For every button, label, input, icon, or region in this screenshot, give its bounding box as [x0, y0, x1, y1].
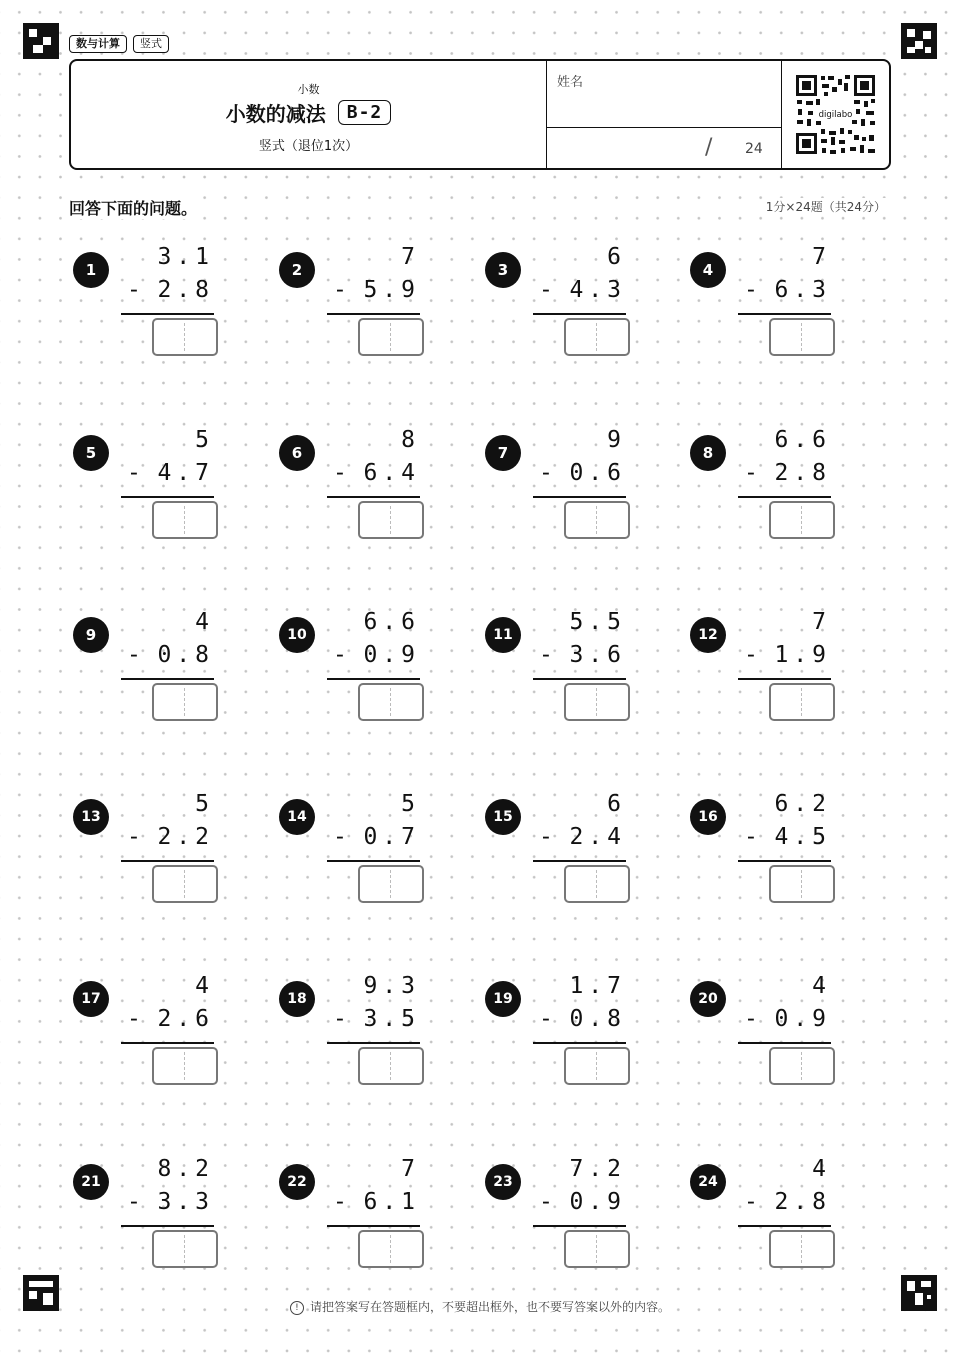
- minuend: 6: [607, 791, 626, 817]
- problem-3: [485, 244, 655, 372]
- answer-rule-line: [121, 496, 214, 498]
- minus-sign: -: [744, 277, 758, 303]
- worksheet-description: 竖式（退位1次）: [258, 139, 359, 154]
- answer-rule-line: [327, 1042, 420, 1044]
- subtrahend: 6.4: [363, 460, 420, 486]
- minuend: 3.1: [157, 244, 214, 270]
- minus-sign: -: [333, 642, 347, 668]
- subtrahend: 3.6: [569, 642, 626, 668]
- problem-16: [690, 791, 860, 919]
- minuend: 9.3: [363, 973, 420, 999]
- minuend: 6.2: [774, 791, 831, 817]
- subtrahend: 5.9: [363, 277, 420, 303]
- problem-7: [485, 427, 655, 555]
- minus-sign: -: [127, 824, 141, 850]
- subtrahend: 4.7: [157, 460, 214, 486]
- answer-rule-line: [533, 860, 626, 862]
- answer-rule-line: [121, 1042, 214, 1044]
- problem-number-badge: 9: [73, 617, 109, 653]
- answer-rule-line: [738, 496, 831, 498]
- answer-rule-line: [533, 313, 626, 315]
- answer-box[interactable]: [358, 683, 424, 721]
- minuend: 4: [195, 609, 214, 635]
- problem-5: [73, 427, 243, 555]
- minus-sign: -: [333, 277, 347, 303]
- corner-marker-top-right: [901, 23, 937, 59]
- answer-box[interactable]: [152, 1230, 218, 1268]
- worksheet-header: [69, 59, 891, 170]
- minus-sign: -: [127, 460, 141, 486]
- problem-number-badge: 10: [279, 617, 315, 653]
- minus-sign: -: [744, 460, 758, 486]
- subtrahend: 2.8: [774, 460, 831, 486]
- problem-15: [485, 791, 655, 919]
- minus-sign: -: [539, 460, 553, 486]
- answer-rule-line: [121, 860, 214, 862]
- problem-number-badge: 20: [690, 981, 726, 1017]
- subtrahend: 4.3: [569, 277, 626, 303]
- qr-code-icon: [794, 73, 877, 156]
- answer-box[interactable]: [564, 1230, 630, 1268]
- problem-17: [73, 973, 243, 1101]
- minus-sign: -: [127, 277, 141, 303]
- problem-number-badge: 21: [73, 1164, 109, 1200]
- problem-12: [690, 609, 860, 737]
- problem-number-badge: 13: [73, 799, 109, 835]
- problem-11: [485, 609, 655, 737]
- problem-19: [485, 973, 655, 1101]
- problem-number-badge: 7: [485, 435, 521, 471]
- subtrahend: 0.9: [569, 1189, 626, 1215]
- answer-rule-line: [327, 678, 420, 680]
- answer-rule-line: [738, 1225, 831, 1227]
- qr-label: digilabo: [818, 110, 853, 120]
- problem-4: [690, 244, 860, 372]
- problem-9: [73, 609, 243, 737]
- tag-subcategory: 竖式: [133, 35, 169, 53]
- answer-box[interactable]: [769, 683, 835, 721]
- problem-number-badge: 19: [485, 981, 521, 1017]
- subtrahend: 2.8: [157, 277, 214, 303]
- answer-box[interactable]: [564, 865, 630, 903]
- problem-22: [279, 1156, 449, 1284]
- subtrahend: 0.8: [157, 642, 214, 668]
- minuend: 1.7: [569, 973, 626, 999]
- problem-number-badge: 2: [279, 252, 315, 288]
- score-slash: /: [705, 135, 713, 160]
- subtrahend: 1.9: [774, 642, 831, 668]
- minuend: 5: [195, 427, 214, 453]
- answer-rule-line: [738, 678, 831, 680]
- minus-sign: -: [127, 1006, 141, 1032]
- problem-number-badge: 16: [690, 799, 726, 835]
- problem-number-badge: 17: [73, 981, 109, 1017]
- problem-number-badge: 8: [690, 435, 726, 471]
- minus-sign: -: [539, 1189, 553, 1215]
- minus-sign: -: [539, 824, 553, 850]
- minus-sign: -: [333, 460, 347, 486]
- minus-sign: -: [333, 1189, 347, 1215]
- problem-number-badge: 23: [485, 1164, 521, 1200]
- answer-rule-line: [533, 1042, 626, 1044]
- minuend: 8: [401, 427, 420, 453]
- minuend: 5.5: [569, 609, 626, 635]
- answer-box[interactable]: [769, 501, 835, 539]
- answer-box[interactable]: [152, 865, 218, 903]
- answer-rule-line: [327, 313, 420, 315]
- answer-rule-line: [121, 313, 214, 315]
- problem-8: [690, 427, 860, 555]
- minuend: 5: [195, 791, 214, 817]
- tag-category: 数与计算: [69, 35, 127, 53]
- minus-sign: -: [539, 642, 553, 668]
- qr-block: [781, 61, 890, 168]
- subtrahend: 6.1: [363, 1189, 420, 1215]
- problem-14: [279, 791, 449, 919]
- subtrahend: 0.8: [569, 1006, 626, 1032]
- problem-number-badge: 1: [73, 252, 109, 288]
- subtrahend: 0.9: [363, 642, 420, 668]
- answer-box[interactable]: [564, 1047, 630, 1085]
- subtrahend: 2.2: [157, 824, 214, 850]
- answer-rule-line: [327, 1225, 420, 1227]
- answer-rule-line: [121, 1225, 214, 1227]
- minus-sign: -: [744, 1006, 758, 1032]
- minuend: 4: [812, 1156, 831, 1182]
- minuend: 5: [401, 791, 420, 817]
- minuend: 7: [812, 244, 831, 270]
- answer-box[interactable]: [769, 1047, 835, 1085]
- subtrahend: 3.5: [363, 1006, 420, 1032]
- answer-box[interactable]: [769, 318, 835, 356]
- answer-box[interactable]: [152, 318, 218, 356]
- minus-sign: -: [333, 824, 347, 850]
- problem-number-badge: 4: [690, 252, 726, 288]
- answer-box[interactable]: [152, 1047, 218, 1085]
- subtrahend: 0.7: [363, 824, 420, 850]
- minus-sign: -: [744, 1189, 758, 1215]
- problem-number-badge: 18: [279, 981, 315, 1017]
- footer-note: [0, 1298, 960, 1315]
- title-block: [71, 61, 546, 168]
- minus-sign: -: [127, 642, 141, 668]
- answer-box[interactable]: [152, 683, 218, 721]
- minuend: 6.6: [363, 609, 420, 635]
- problem-2: [279, 244, 449, 372]
- answer-rule-line: [327, 860, 420, 862]
- minus-sign: -: [744, 642, 758, 668]
- problem-20: [690, 973, 860, 1101]
- answer-box[interactable]: [564, 318, 630, 356]
- answer-box[interactable]: [564, 683, 630, 721]
- minuend: 7: [812, 609, 831, 635]
- subject-label: 小数: [297, 83, 320, 96]
- instruction-text: 回答下面的问题。: [69, 196, 201, 219]
- answer-box[interactable]: [358, 1047, 424, 1085]
- name-divider: [547, 127, 782, 128]
- subtrahend: 2.8: [774, 1189, 831, 1215]
- minuend: 6.6: [774, 427, 831, 453]
- answer-box[interactable]: [769, 865, 835, 903]
- minus-sign: -: [333, 1006, 347, 1032]
- problem-number-badge: 14: [279, 799, 315, 835]
- answer-rule-line: [327, 496, 420, 498]
- answer-box[interactable]: [564, 501, 630, 539]
- corner-marker-top-left: [23, 23, 59, 59]
- minus-sign: -: [539, 1006, 553, 1032]
- problem-number-badge: 24: [690, 1164, 726, 1200]
- name-label: 姓名: [557, 75, 584, 90]
- answer-rule-line: [738, 860, 831, 862]
- answer-rule-line: [533, 678, 626, 680]
- answer-rule-line: [533, 496, 626, 498]
- minuend: 6: [607, 244, 626, 270]
- worksheet-code-badge: B-2: [338, 100, 392, 125]
- points-info: 1分×24题（共24分）: [765, 200, 886, 214]
- problem-18: [279, 973, 449, 1101]
- minuend: 4: [812, 973, 831, 999]
- score-total: 24: [745, 141, 763, 157]
- problem-number-badge: 15: [485, 799, 521, 835]
- answer-rule-line: [121, 678, 214, 680]
- problem-21: [73, 1156, 243, 1284]
- problem-number-badge: 3: [485, 252, 521, 288]
- problem-6: [279, 427, 449, 555]
- answer-box[interactable]: [769, 1230, 835, 1268]
- subtrahend: 6.3: [774, 277, 831, 303]
- minus-sign: -: [127, 1189, 141, 1215]
- info-icon: !: [290, 1301, 304, 1315]
- problem-1: [73, 244, 243, 372]
- problem-number-badge: 6: [279, 435, 315, 471]
- title-row: [71, 98, 546, 127]
- minuend: 7.2: [569, 1156, 626, 1182]
- answer-box[interactable]: [358, 501, 424, 539]
- answer-box[interactable]: [152, 501, 218, 539]
- problem-number-badge: 11: [485, 617, 521, 653]
- answer-box[interactable]: [358, 865, 424, 903]
- subtrahend: 0.9: [774, 1006, 831, 1032]
- minus-sign: -: [744, 824, 758, 850]
- subtrahend: 2.4: [569, 824, 626, 850]
- name-score-block: [546, 61, 782, 168]
- subtrahend: 2.6: [157, 1006, 214, 1032]
- minus-sign: -: [539, 277, 553, 303]
- page-title: 小数的减法: [225, 102, 326, 126]
- minuend: 7: [401, 1156, 420, 1182]
- problem-13: [73, 791, 243, 919]
- problem-number-badge: 22: [279, 1164, 315, 1200]
- problem-23: [485, 1156, 655, 1284]
- category-tags: [69, 35, 169, 53]
- problem-number-badge: 12: [690, 617, 726, 653]
- answer-rule-line: [738, 313, 831, 315]
- footer-text: 请把答案写在答题框内，不要超出框外，也不要写答案以外的内容。: [309, 1300, 670, 1314]
- answer-box[interactable]: [358, 1230, 424, 1268]
- answer-rule-line: [533, 1225, 626, 1227]
- minuend: 9: [607, 427, 626, 453]
- answer-rule-line: [738, 1042, 831, 1044]
- subtrahend: 0.6: [569, 460, 626, 486]
- minuend: 4: [195, 973, 214, 999]
- problem-number-badge: 5: [73, 435, 109, 471]
- answer-box[interactable]: [358, 318, 424, 356]
- problem-24: [690, 1156, 860, 1284]
- minuend: 8.2: [157, 1156, 214, 1182]
- problem-10: [279, 609, 449, 737]
- subtrahend: 3.3: [157, 1189, 214, 1215]
- subtrahend: 4.5: [774, 824, 831, 850]
- minuend: 7: [401, 244, 420, 270]
